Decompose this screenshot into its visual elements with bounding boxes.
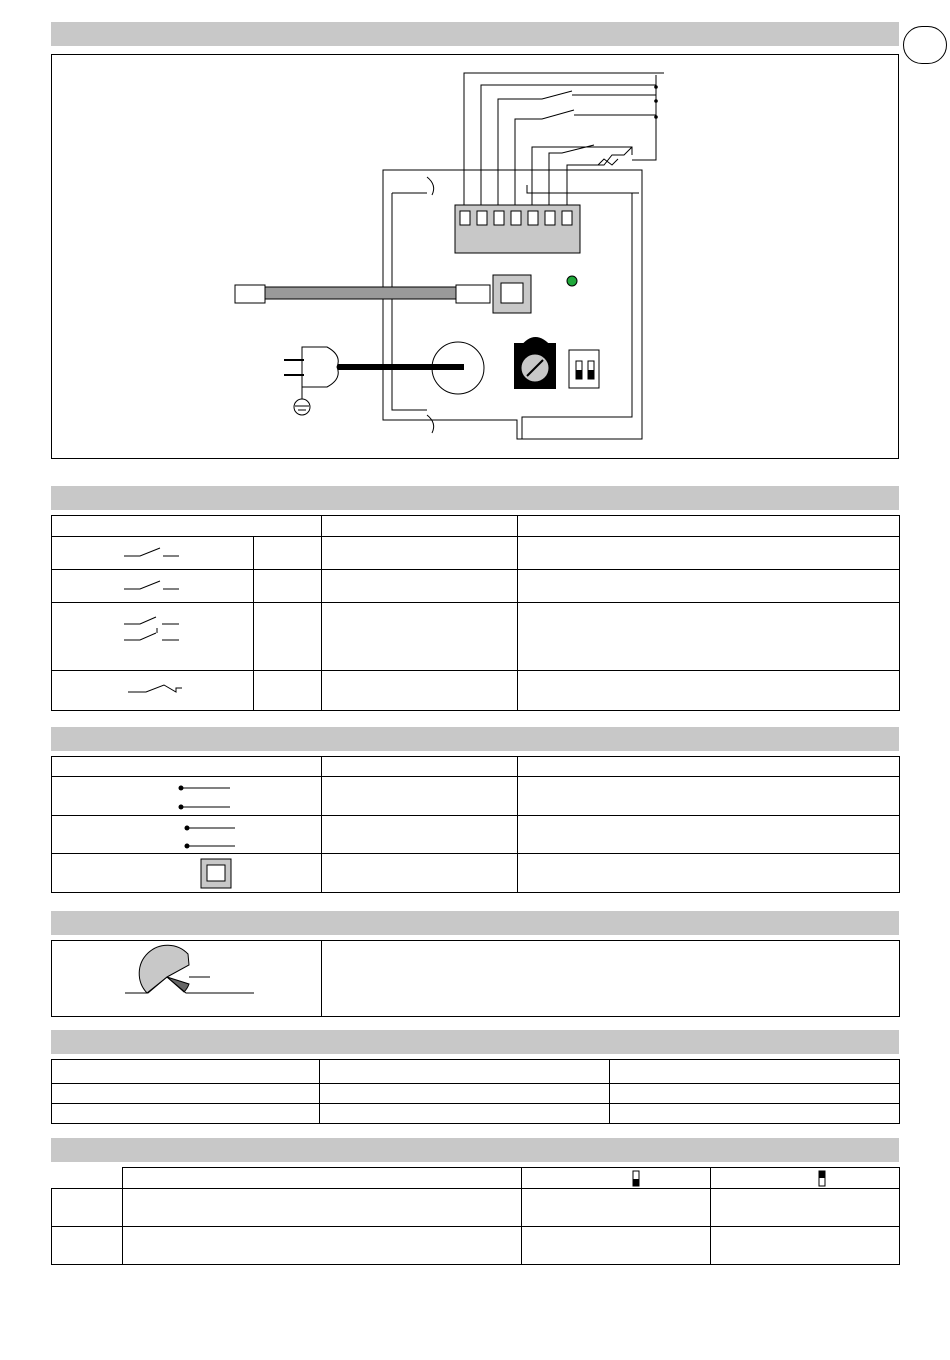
thermal-contact-icon <box>52 672 252 710</box>
table-row <box>52 570 900 603</box>
symbol-cell <box>52 603 254 671</box>
relay-contact-icon <box>52 571 252 602</box>
header-cell <box>52 1060 320 1084</box>
section-header-adjustment <box>51 911 899 935</box>
potentiometer-dial-icon <box>52 942 320 1016</box>
function-cell <box>322 777 518 816</box>
table-cell <box>52 1104 320 1124</box>
section-header-specs <box>51 1030 899 1054</box>
header-cell <box>711 1168 900 1189</box>
header-cell <box>518 516 900 537</box>
table-row <box>52 777 900 816</box>
table-header-row <box>52 1060 900 1084</box>
header-cell <box>322 516 518 537</box>
description-cell <box>518 777 900 816</box>
symbol-cell <box>52 816 322 854</box>
terminal-cell <box>254 537 322 570</box>
symbol-cell <box>52 570 254 603</box>
language-badge <box>903 26 947 64</box>
symbol-cell <box>52 777 322 816</box>
section-header-outputs <box>51 486 899 510</box>
adjustment-table <box>51 940 900 1017</box>
header-cell <box>52 757 322 777</box>
outputs-table <box>51 515 900 711</box>
table-cell <box>711 1189 900 1227</box>
header-cell <box>123 1168 522 1189</box>
function-cell <box>322 816 518 854</box>
section-header-inputs <box>51 727 899 751</box>
terminal-cell <box>254 570 322 603</box>
header-cell <box>320 1060 610 1084</box>
dip-switch-table <box>51 1167 900 1265</box>
table-header-row <box>52 757 900 777</box>
changeover-contact-icon <box>52 604 252 670</box>
wiring-diagram-panel <box>51 54 899 459</box>
wiring-diagram <box>52 55 898 458</box>
header-cell <box>52 1168 123 1189</box>
description-cell <box>518 671 900 711</box>
table-cell <box>610 1104 900 1124</box>
table-header-row <box>52 1168 900 1189</box>
function-cell <box>322 603 518 671</box>
table-cell <box>52 1227 123 1265</box>
function-cell <box>322 854 518 893</box>
section-header-dip <box>51 1138 899 1162</box>
table-row <box>52 1084 900 1104</box>
symbol-cell <box>52 854 322 893</box>
table-cell <box>52 1084 320 1104</box>
header-cell <box>52 516 322 537</box>
dip-switch-down-icon <box>522 1169 709 1188</box>
header-cell <box>322 757 518 777</box>
table-row <box>52 603 900 671</box>
description-cell <box>518 570 900 603</box>
rj-socket-icon <box>52 855 320 892</box>
wire-terminal-icon <box>52 778 320 815</box>
table-cell <box>522 1227 711 1265</box>
symbol-cell <box>52 671 254 711</box>
table-cell <box>320 1104 610 1124</box>
description-cell <box>518 537 900 570</box>
header-cell <box>518 757 900 777</box>
description-cell <box>322 941 900 1017</box>
terminal-cell <box>254 671 322 711</box>
section-header-wiring <box>51 22 899 46</box>
table-row <box>52 671 900 711</box>
header-cell <box>610 1060 900 1084</box>
symbol-cell <box>52 941 322 1017</box>
dip-switch-up-icon <box>711 1169 898 1188</box>
table-cell <box>320 1084 610 1104</box>
table-cell <box>52 1189 123 1227</box>
function-cell <box>322 537 518 570</box>
function-cell <box>322 671 518 711</box>
table-row <box>52 941 900 1017</box>
wire-terminal-icon <box>52 817 320 853</box>
symbol-cell <box>52 537 254 570</box>
header-cell <box>522 1168 711 1189</box>
terminal-cell <box>254 603 322 671</box>
description-cell <box>518 816 900 854</box>
table-row <box>52 1104 900 1124</box>
status-led <box>567 276 577 286</box>
table-cell <box>610 1084 900 1104</box>
inputs-table <box>51 756 900 893</box>
table-row <box>52 1189 900 1227</box>
table-row <box>52 537 900 570</box>
relay-contact-icon <box>52 538 252 569</box>
table-cell <box>522 1189 711 1227</box>
table-row <box>52 816 900 854</box>
table-cell <box>711 1227 900 1265</box>
table-row <box>52 1227 900 1265</box>
table-row <box>52 854 900 893</box>
table-cell <box>123 1227 522 1265</box>
table-cell <box>123 1189 522 1227</box>
specs-table <box>51 1059 900 1124</box>
function-cell <box>322 570 518 603</box>
description-cell <box>518 854 900 893</box>
description-cell <box>518 603 900 671</box>
table-header-row <box>52 516 900 537</box>
